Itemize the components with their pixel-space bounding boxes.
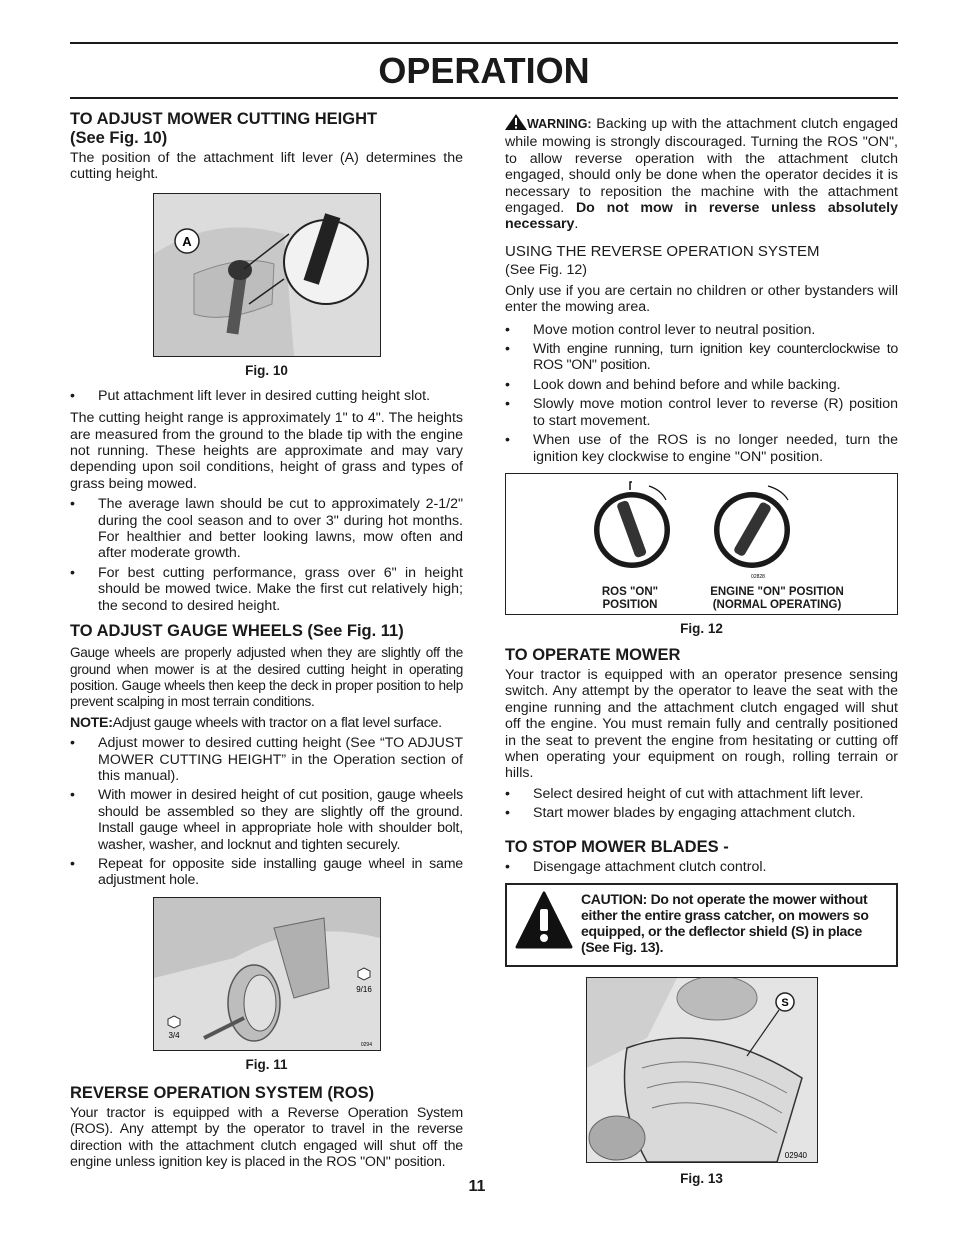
fig11-code: 0294 bbox=[360, 1041, 372, 1048]
using-ros-heading bbox=[505, 243, 898, 279]
warning-label: WARNING: bbox=[527, 117, 592, 131]
lift-lever-illustration bbox=[154, 194, 380, 356]
list-item: • Look down and behind before and while backing. bbox=[505, 377, 898, 393]
figure-13 bbox=[586, 977, 818, 1163]
list-item: • Select desired height of cut with attachment lift lever. bbox=[505, 786, 898, 802]
fig13-caption: Fig. 13 bbox=[680, 1170, 723, 1186]
cutting-height-intro: The position of the attachment lift lever (A) determines the cutting height. bbox=[70, 150, 463, 183]
top-rule bbox=[70, 42, 898, 44]
gauge-wheel-illustration bbox=[154, 898, 380, 1050]
gauge-wheels-note bbox=[70, 715, 463, 731]
ros-heading: REVERSE OPERATION SYSTEM (ROS) bbox=[70, 1083, 375, 1102]
list-item: • Start mower blades by engaging attachment clutch. bbox=[505, 805, 898, 821]
key1-caption bbox=[580, 586, 680, 612]
list-item: • With engine running, turn ignition key counterclockwise to ROS "ON" position. bbox=[505, 341, 898, 374]
heading-line1: TO ADJUST MOWER CUTTING HEIGHT bbox=[70, 110, 378, 128]
cutting-height-bullets bbox=[70, 496, 463, 614]
caution-text: CAUTION: Do not operate the mower without either the entire grass catcher, on mowers so equipped, or the deflector shield (S) in place (See Fig. 13). bbox=[581, 890, 869, 955]
fig10-caption: Fig. 10 bbox=[245, 362, 288, 378]
note-text: Adjust gauge wheels with tractor on a flat level surface. bbox=[112, 714, 442, 731]
heading-line2: (See Fig. 10) bbox=[70, 129, 168, 147]
key2-caption-line1: ENGINE "ON" POSITION bbox=[710, 585, 844, 598]
key1-caption-line2: POSITION bbox=[602, 598, 658, 611]
label-a: A bbox=[181, 233, 192, 249]
gauge-wheels-heading: TO ADJUST GAUGE WHEELS (See Fig. 11) bbox=[70, 622, 404, 641]
fig13-code: 02940 bbox=[784, 1150, 807, 1160]
caution-box bbox=[505, 883, 898, 967]
fig12-caption: Fig. 12 bbox=[680, 620, 723, 636]
right-column bbox=[505, 110, 898, 1196]
cutting-height-bullet1 bbox=[70, 388, 463, 404]
fig11-caption: Fig. 11 bbox=[245, 1056, 288, 1072]
warning-icon bbox=[505, 114, 527, 134]
gauge-wheels-intro: Gauge wheels are properly adjusted when they are slightly off the ground when mower is at the desired cutting height in operating position. Gauge wheels then keep the deck in proper position to help prevent scalping in most terrain conditions. bbox=[70, 645, 463, 710]
warning-bold: Do not mow in reverse unless absolutely necessary bbox=[505, 200, 898, 233]
list-item: • Disengage attachment clutch control. bbox=[505, 859, 898, 875]
using-ros-line1: USING THE REVERSE OPERATION SYSTEM bbox=[505, 242, 820, 260]
deflector-shield-illustration bbox=[587, 978, 817, 1162]
stop-heading: TO STOP MOWER BLADES - bbox=[505, 837, 729, 856]
list-item: • Move motion control lever to neutral position. bbox=[505, 322, 898, 338]
key2-caption-line2: (NORMAL OPERATING) bbox=[712, 598, 842, 611]
list-item: • The average lawn should be cut to approximately 2-1/2" during the cool season and to over 3" during hot months. For healthier and better looking lawns, mow often and after moderate growth. bbox=[70, 496, 463, 562]
left-column bbox=[70, 110, 463, 1174]
key2-caption bbox=[692, 586, 862, 612]
using-ros-bullets bbox=[505, 322, 898, 465]
warning-text: Backing up with the attachment clutch engaged while mowing is strongly discouraged. Turning the ROS "ON", to allow reverse operation with the attachment clutch engaged, should only be done when the operator decides it is necessary to reposition the machine with the attachment engaged. bbox=[505, 116, 898, 217]
figure-12 bbox=[505, 473, 898, 615]
list-item: • Put attachment lift lever in desired cutting height slot. bbox=[70, 388, 463, 404]
label-s: S bbox=[780, 996, 789, 1009]
figure-11 bbox=[153, 897, 381, 1051]
cutting-range-text: The cutting height range is approximately 1" to 4". The heights are measured from the ground to the blade tip with the engine not running. These heights are approximate and may vary depending upon soil conditions, height of grass and types of grass being mowed. bbox=[70, 410, 463, 492]
key-ros-on-icon bbox=[594, 482, 670, 568]
caution-icon bbox=[515, 891, 573, 954]
operate-text: Your tractor is equipped with an operator presence sensing switch. Any attempt by the operator to leave the seat with the engine running and the attachment clutch engaged will shut off the engine. You must remain fully and centrally positioned in the seat to prevent the engine from hesitating or cutting off when operating your equipment on rough, rolling terrain or hills. bbox=[505, 666, 898, 782]
gauge-wheels-bullets bbox=[70, 735, 463, 889]
label-9-16: 9/16 bbox=[355, 984, 372, 994]
stop-bullets bbox=[505, 859, 898, 875]
label-3-4: 3/4 bbox=[167, 1030, 180, 1040]
key1-caption-line1: ROS "ON" bbox=[601, 585, 659, 598]
page-number: 11 bbox=[468, 1178, 486, 1195]
list-item: • Adjust mower to desired cutting height (See “TO ADJUST MOWER CUTTING HEIGHT” in the Operation section of this manual). bbox=[70, 735, 463, 784]
list-item: • For best cutting performance, grass over 6" in height should be mowed twice. Make the first cut relatively high; the second to desired height. bbox=[70, 565, 463, 614]
ros-text: Your tractor is equipped with a Reverse Operation System (ROS). Any attempt by the operator to travel in the reverse direction with the attachment clutch engaged will shut off the engine unless ignition key is placed in the ROS "ON" position. bbox=[70, 1104, 463, 1170]
operate-heading: TO OPERATE MOWER bbox=[505, 645, 681, 664]
ignition-key-illustration bbox=[506, 474, 899, 582]
warning-end: . bbox=[574, 216, 579, 233]
title-rule bbox=[70, 97, 898, 99]
using-ros-line2: (See Fig. 12) bbox=[505, 261, 588, 278]
using-ros-intro: Only use if you are certain no children or other bystanders will enter the mowing area. bbox=[505, 282, 898, 316]
cutting-height-heading bbox=[70, 110, 463, 148]
figure-10 bbox=[153, 193, 381, 357]
note-label: NOTE: bbox=[70, 714, 113, 731]
list-item: • Repeat for opposite side installing gauge wheel in same adjustment hole. bbox=[70, 856, 463, 889]
operate-bullets bbox=[505, 786, 898, 822]
warning-paragraph bbox=[505, 114, 898, 233]
list-item: • When use of the ROS is no longer needed, turn the ignition key clockwise to engine "ON" position. bbox=[505, 432, 898, 465]
fig12-code: 02828 bbox=[751, 573, 765, 580]
key-engine-on-icon bbox=[714, 486, 790, 568]
list-item: • Slowly move motion control lever to reverse (R) position to start movement. bbox=[505, 396, 898, 429]
page-title: OPERATION bbox=[378, 50, 590, 91]
list-item: • With mower in desired height of cut position, gauge wheels should be assembled so they are slightly off the ground. Install gauge wheel in appropriate hole with shoulder bolt, washer, washer, and locknut and tighten securely. bbox=[70, 787, 463, 853]
